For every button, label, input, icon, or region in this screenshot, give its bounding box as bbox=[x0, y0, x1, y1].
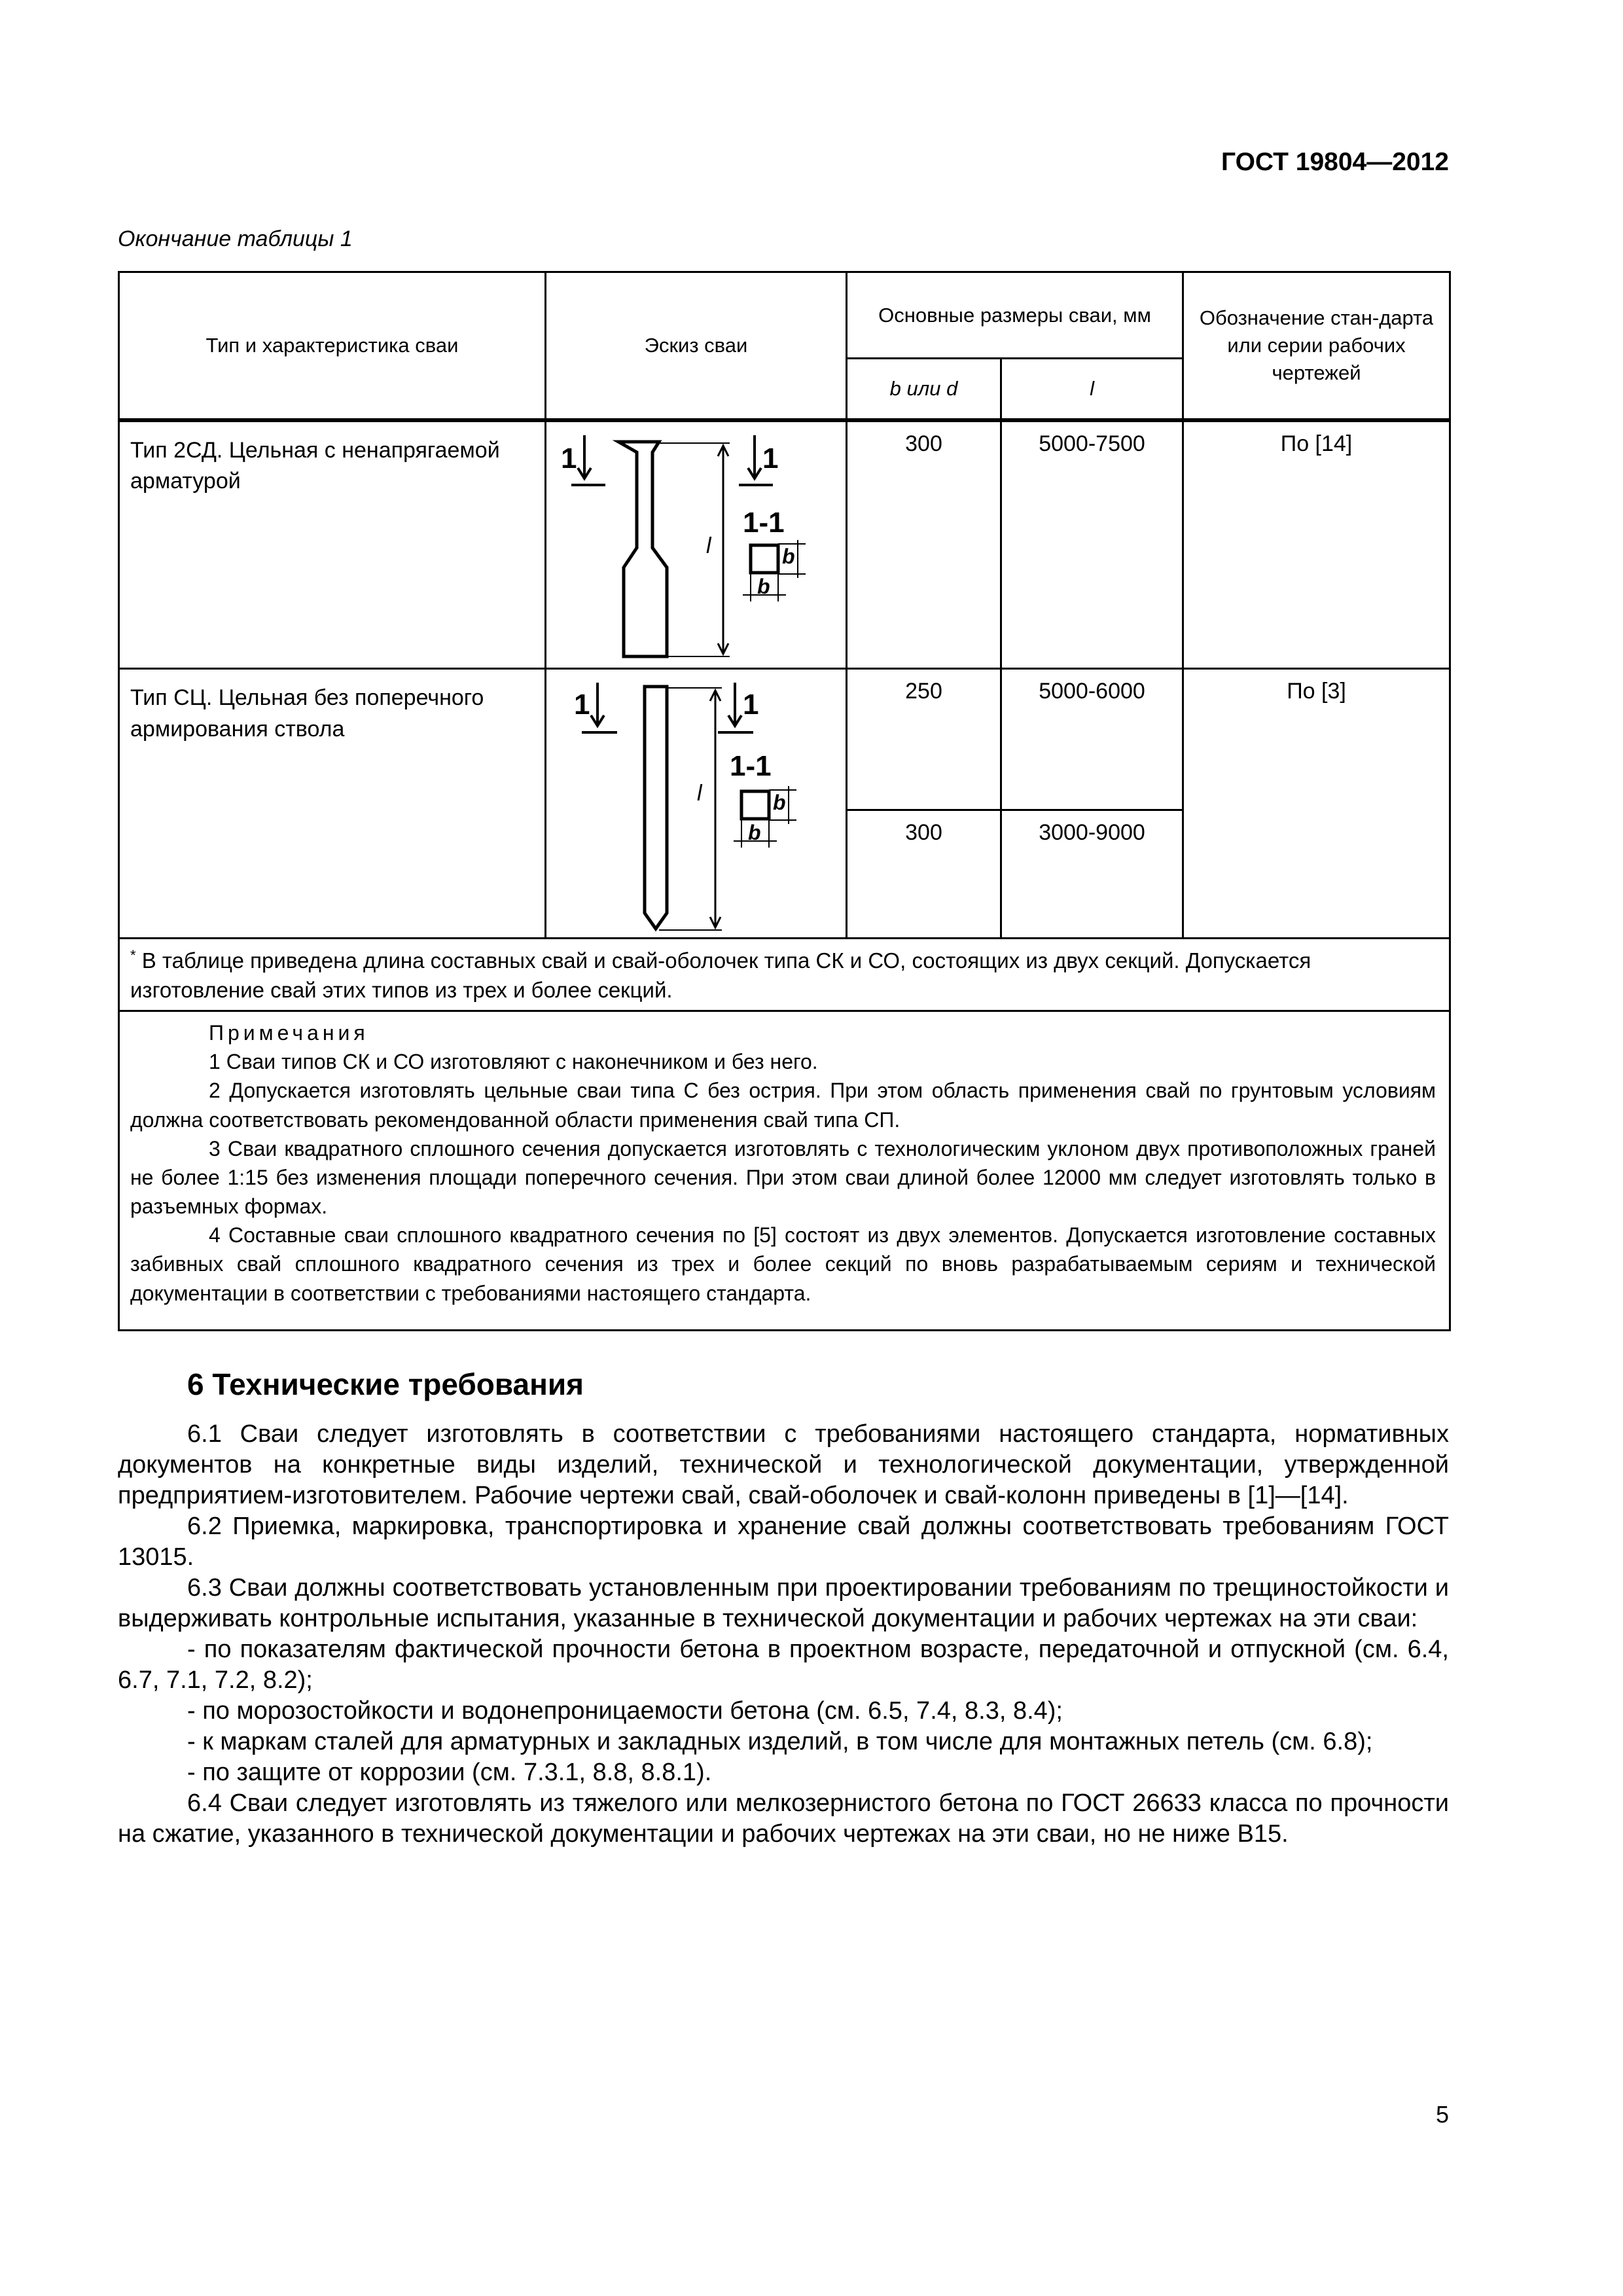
table-row bbox=[119, 420, 1450, 669]
table-footnote bbox=[119, 939, 1450, 1011]
paragraph: 6.1 Сваи следует изготовлять в соответствии с требованиями настоящего стандарта, нормативных документов на конкретные виды изделий, технической и технологической документации, утвержденной предприятием-изготовителем. Рабочие чертежи свай, свай-оболочек и свай-колонн приведены в [1]—[14]. bbox=[118, 1420, 1449, 1509]
footnote-mark: * bbox=[130, 947, 136, 963]
section-title: 6 Технические требования bbox=[187, 1367, 584, 1401]
header-sketch: Эскиз сваи bbox=[546, 272, 847, 420]
section-mark-right: 1 bbox=[762, 442, 779, 475]
dim-l-label: l bbox=[697, 781, 702, 806]
dim-b-label-bottom: b bbox=[748, 821, 761, 844]
row-size-l: 5000-6000 bbox=[1001, 669, 1183, 810]
row-size-b-2: 300 bbox=[847, 810, 1001, 939]
header-size-b: b или d bbox=[847, 359, 1001, 420]
paragraph: - по показателям фактической прочности бетона в проектном возрасте, передаточной и отпускной (см. 6.4, 6.7, 7.1, 7.2, 8.2); bbox=[118, 1636, 1449, 1694]
pile-table bbox=[118, 271, 1451, 1331]
row-size-b: 300 bbox=[847, 420, 1001, 669]
table-caption: Окончание таблицы 1 bbox=[118, 226, 353, 251]
row-designation: По [3] bbox=[1183, 669, 1450, 939]
paragraph: - по защите от коррозии (см. 7.3.1, 8.8, 8.8.1). bbox=[187, 1759, 712, 1786]
sketch-pile-2sd bbox=[546, 420, 847, 669]
page-number: 5 bbox=[1435, 2101, 1449, 2128]
table-header-row bbox=[119, 272, 1450, 359]
dim-l-label: l bbox=[706, 533, 711, 558]
sketch-2sd-drawing bbox=[546, 422, 847, 670]
header-sizes: Основные размеры сваи, мм bbox=[847, 272, 1183, 359]
sketch-pile-sc bbox=[546, 669, 847, 939]
paragraph: 6.2 Приемка, маркировка, транспортировка и хранение свай должны соответствовать требованиям ГОСТ 13015. bbox=[118, 1513, 1449, 1571]
row-designation: По [14] bbox=[1183, 420, 1450, 669]
section-name: 1-1 bbox=[743, 506, 785, 539]
header-size-l: l bbox=[1001, 359, 1183, 420]
footnote-text: В таблице приведена длина составных свай и свай-оболочек типа СК и СО, состоящих из двух секций. Допускается изготовление свай этих типов из трех и более секций. bbox=[130, 948, 1311, 1002]
footnote-row bbox=[119, 939, 1450, 1011]
section-name: 1-1 bbox=[730, 750, 772, 782]
row-size-l: 5000-7500 bbox=[1001, 420, 1183, 669]
sketch-sc-drawing bbox=[546, 670, 847, 939]
notes-title: Примечания bbox=[209, 1021, 369, 1045]
row-size-b: 250 bbox=[847, 669, 1001, 810]
paragraph: - по морозостойкости и водонепроницаемости бетона (см. 6.5, 7.4, 8.3, 8.4); bbox=[187, 1697, 1063, 1725]
document-id: ГОСТ 19804—2012 bbox=[1221, 148, 1449, 176]
row-type: Тип 2СД. Цельная с ненапрягаемой арматурой bbox=[119, 420, 546, 669]
section-body bbox=[118, 1419, 1449, 1850]
note-item: 2 Допускается изготовлять цельные сваи типа С без острия. При этом область применения свай по грунтовым условиям должна соответствовать рекомендованной области применения свай типа СП. bbox=[130, 1079, 1436, 1132]
header-type: Тип и характеристика сваи bbox=[119, 272, 546, 420]
note-item: 1 Сваи типов СК и СО изготовляют с наконечником и без него. bbox=[209, 1050, 818, 1074]
notes-row bbox=[119, 1011, 1450, 1331]
row-type: Тип СЦ. Цельная без поперечного армирования ствола bbox=[119, 669, 546, 939]
note-item: 4 Составные сваи сплошного квадратного сечения по [5] состоят из двух элементов. Допускается изготовление составных забивных свай сплошного квадратного сечения из трех и более секций по вновь разрабатываемым сериям и технической документации в соответствии с требованиями настоящего стандарта. bbox=[130, 1223, 1436, 1305]
table-notes bbox=[119, 1011, 1450, 1331]
dim-b-label-side: b bbox=[782, 544, 795, 568]
paragraph: 6.3 Сваи должны соответствовать установленным при проектировании требованиям по трещиностойкости и выдерживать контрольные испытания, указанные в технической документации и рабочих чертежах на эти сваи: bbox=[118, 1574, 1449, 1632]
row-size-l-2: 3000-9000 bbox=[1001, 810, 1183, 939]
table-row bbox=[119, 669, 1450, 810]
dim-b-label-bottom: b bbox=[757, 574, 770, 598]
section-mark-left: 1 bbox=[561, 442, 577, 475]
paragraph: 6.4 Сваи следует изготовлять из тяжелого или мелкозернистого бетона по ГОСТ 26633 класса по прочности на сжатие, указанного в технической документации и рабочих чертежах на эти сваи, но не ниже В15. bbox=[118, 1789, 1449, 1848]
paragraph: - к маркам сталей для арматурных и закладных изделий, в том числе для монтажных петель (см. 6.8); bbox=[187, 1728, 1373, 1755]
dim-b-label-side: b bbox=[773, 791, 786, 814]
section-mark-right: 1 bbox=[743, 689, 759, 721]
note-item: 3 Сваи квадратного сплошного сечения допускается изготовлять с технологическим уклоном двух противоположных граней не более 1:15 без изменения площади поперечного сечения. При этом сваи длиной более 12000 мм следует изготовлять только в разъемных формах. bbox=[130, 1136, 1436, 1219]
header-designation: Обозначение стан-дарта или серии рабочих чертежей bbox=[1183, 272, 1450, 420]
section-mark-left: 1 bbox=[574, 689, 590, 721]
